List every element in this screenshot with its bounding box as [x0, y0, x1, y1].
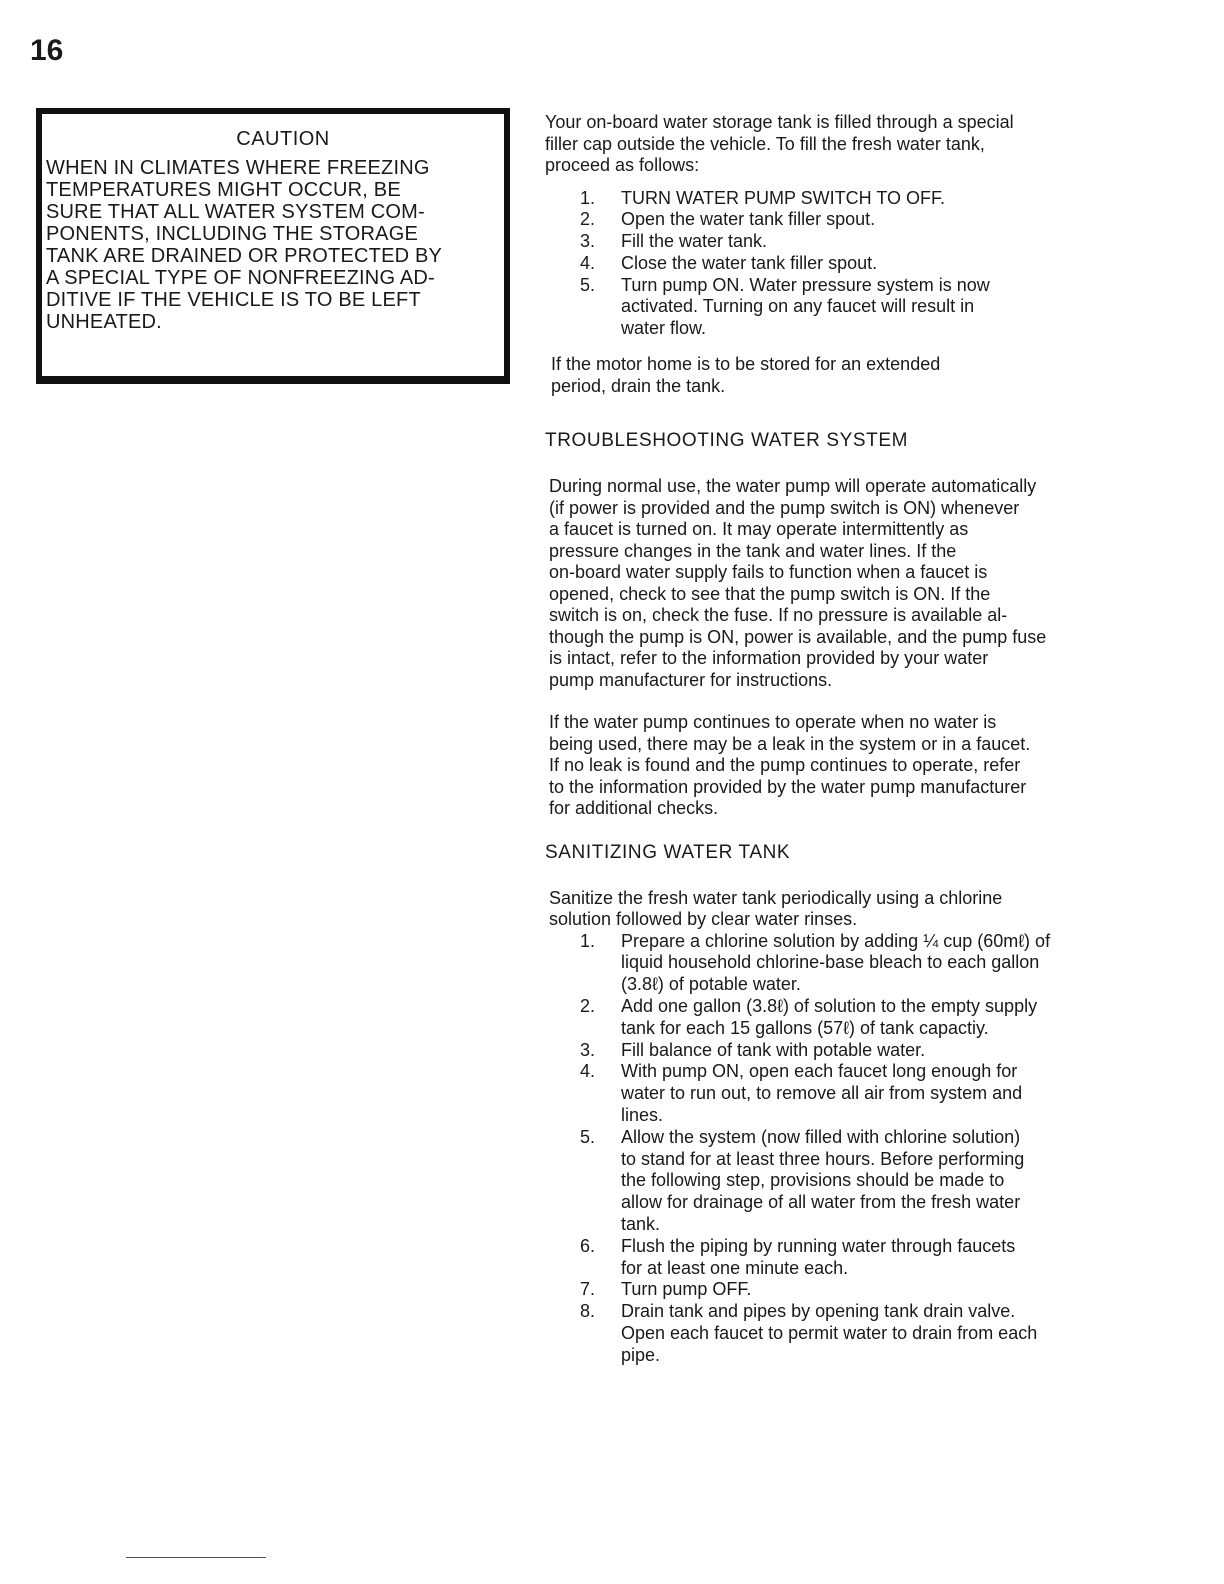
storage-note: If the motor home is to be stored for an extended period, drain the tank.: [551, 354, 941, 396]
caution-title: CAUTION: [236, 128, 330, 150]
step-number: 1.: [579, 930, 595, 951]
step-item: [545, 1040, 1185, 1062]
step-text: TURN WATER PUMP SWITCH TO OFF.: [621, 187, 945, 208]
step-number: 2.: [579, 209, 595, 230]
step-item: [545, 1236, 1185, 1280]
step-number: 4.: [579, 252, 595, 273]
step-number: 4.: [579, 1061, 595, 1082]
sanitizing-steps-list: [545, 931, 1185, 1367]
step-number: 3.: [579, 231, 595, 252]
step-number: 7.: [579, 1279, 595, 1300]
step-item: [545, 931, 1185, 996]
step-text: Allow the system (now filled with chlorine solution) to stand for at least three hours. Before performing the following step, provisions should be made to allow for drainage of all water from the fresh water tank.: [621, 1126, 1025, 1234]
sanitizing-intro: Sanitize the fresh water tank periodically using a chlorine solution followed by clear water rinses.: [549, 887, 1003, 930]
step-text: Open the water tank filler spout.: [621, 209, 876, 230]
step-number: 6.: [579, 1235, 595, 1256]
footer-rule: [126, 1557, 266, 1558]
step-item: [545, 996, 1185, 1040]
main-content: [545, 112, 1185, 1367]
step-item: [545, 253, 1185, 275]
step-text: Turn pump OFF.: [621, 1279, 752, 1300]
page-number: 16: [30, 34, 64, 67]
troubleshooting-paragraph-2: If the water pump continues to operate when no water is being used, there may be a leak in the system or in a faucet. If no leak is found and the pump continues to operate, refer to the information provided by the water pump manufacturer for additional checks.: [549, 712, 1031, 819]
sanitizing-heading: SANITIZING WATER TANK: [545, 841, 791, 863]
step-text: Drain tank and pipes by opening tank drain valve. Open each faucet to permit water to drain from each pipe.: [621, 1301, 1038, 1365]
step-number: 5.: [579, 274, 595, 295]
filling-steps-list: [545, 188, 1185, 341]
step-item: [545, 209, 1185, 231]
step-text: Close the water tank filler spout.: [621, 252, 878, 273]
step-item: [545, 275, 1185, 340]
step-text: Add one gallon (3.8ℓ) of solution to the empty supply tank for each 15 gallons (57ℓ) of tank capactiy.: [621, 995, 1038, 1038]
step-item: [545, 1061, 1185, 1126]
step-text: With pump ON, open each faucet long enough for water to run out, to remove all air from system and lines.: [621, 1061, 1023, 1125]
step-text: Flush the piping by running water through faucets for at least one minute each.: [621, 1235, 1016, 1278]
filling-intro: Your on-board water storage tank is filled through a special filler cap outside the vehicle. To fill the fresh water tank, proceed as follows:: [545, 112, 1014, 175]
troubleshooting-heading: TROUBLESHOOTING WATER SYSTEM: [545, 430, 909, 452]
step-text: Prepare a chlorine solution by adding ¼ cup (60mℓ) of liquid household chlorine-base bleach to each gallon (3.8ℓ) of potable water.: [621, 930, 1051, 995]
step-item: [545, 1279, 1185, 1301]
troubleshooting-paragraph-1: During normal use, the water pump will operate automatically (if power is provided and the pump switch is ON) whenever a faucet is turned on. It may operate intermittently as pressure changes in the tank and water lines. If the on-board water supply fails to function when a faucet is opened, check to see that the pump switch is ON. If the switch is on, check the fuse. If no pressure is available al- though the pump is ON, power is available, and the pump fuse is intact, refer to the information provided by your water pump manufacturer for instructions.: [549, 476, 1047, 690]
step-item: [545, 1301, 1185, 1366]
step-number: 2.: [579, 995, 595, 1016]
step-item: [545, 188, 1185, 210]
caution-box: [36, 108, 510, 384]
caution-text: WHEN IN CLIMATES WHERE FREEZING TEMPERATURES MIGHT OCCUR, BE SURE THAT ALL WATER SYSTEM COM- PONENTS, INCLUDING THE STORAGE TANK ARE DRAINED OR PROTECTED BY A SPECIAL TYPE OF NONFREEZING AD- DITIVE IF THE VEHICLE IS TO BE LEFT UNHEATED.: [46, 157, 443, 333]
step-number: 3.: [579, 1039, 595, 1060]
step-item: [545, 231, 1185, 253]
step-text: Fill balance of tank with potable water.: [621, 1039, 926, 1060]
step-text: Fill the water tank.: [621, 231, 768, 252]
step-number: 8.: [579, 1301, 595, 1322]
step-number: 5.: [579, 1126, 595, 1147]
step-number: 1.: [579, 187, 595, 208]
step-text: Turn pump ON. Water pressure system is now activated. Turning on any faucet will result in water flow.: [621, 274, 990, 339]
step-item: [545, 1127, 1185, 1236]
